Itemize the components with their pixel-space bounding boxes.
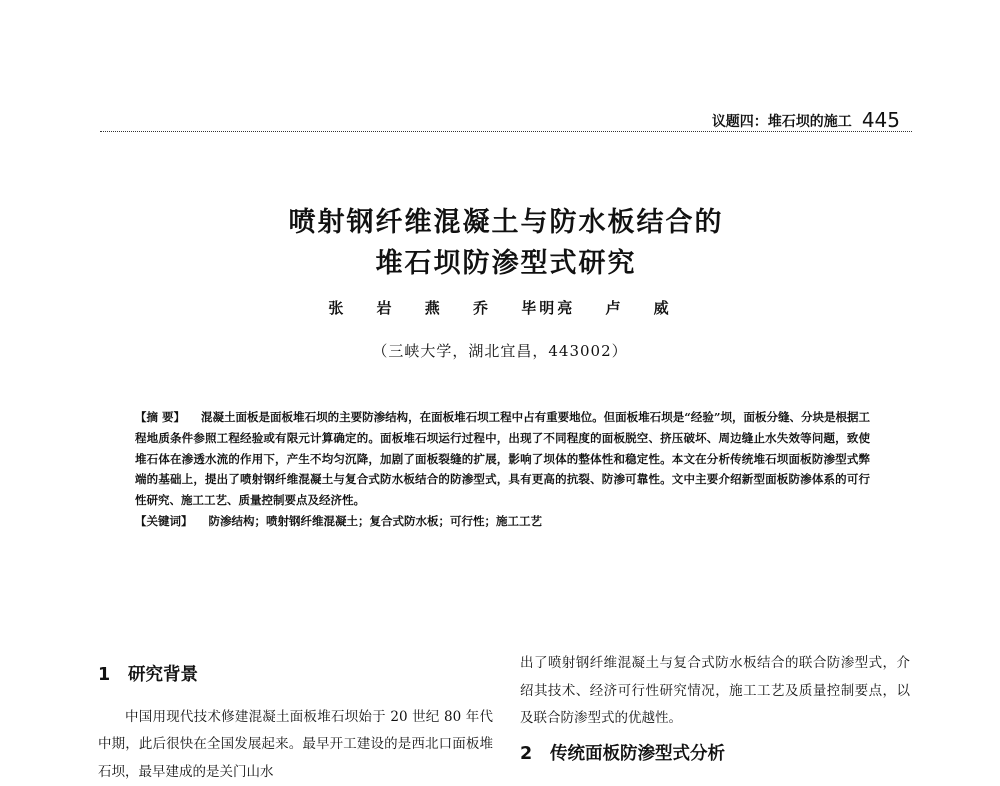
abstract-paragraph	[135, 407, 870, 511]
section-2-heading	[520, 741, 910, 769]
affiliation: （三峡大学，湖北宜昌，443002）	[0, 340, 1000, 361]
abstract-block	[135, 407, 870, 532]
running-head-label: 议题四：堆石坝的施工	[712, 114, 852, 130]
right-column	[520, 650, 910, 768]
keywords-text: 防渗结构；喷射钢纤维混凝土；复合式防水板；可行性；施工工艺	[209, 514, 543, 528]
paper-title-line-2: 堆石坝防渗型式研究	[6, 241, 1000, 280]
section-1-heading	[98, 662, 493, 690]
keywords-line	[135, 511, 870, 532]
page-number: 445	[862, 108, 900, 132]
right-column-paragraph: 出了喷射钢纤维混凝土与复合式防水板结合的联合防渗型式，介绍其技术、经济可行性研究情况，施工工艺及质量控制要点，以及联合防渗型式的优越性。	[520, 650, 910, 733]
left-column	[98, 662, 493, 786]
header-rule	[100, 131, 912, 132]
section-1-paragraph: 中国用现代技术修建混凝土面板堆石坝始于 20 世纪 80 年代中期，此后很快在全国发展起来。最早开工建设的是西北口面板堆石坝，最早建成的是关门山水	[98, 704, 493, 786]
section-1-number: 1	[98, 662, 128, 690]
paper-title-line-1: 喷射钢纤维混凝土与防水板结合的	[6, 200, 1000, 239]
abstract-label: 【摘 要】	[135, 410, 185, 424]
keywords-label: 【关键词】	[135, 514, 193, 528]
section-2-number: 2	[520, 741, 550, 769]
author-list: 张 岩 燕 乔 毕明亮 卢 威	[0, 297, 1000, 318]
running-head	[600, 108, 900, 132]
section-2-title: 传统面板防渗型式分析	[550, 744, 725, 764]
section-1-title: 研究背景	[128, 665, 198, 685]
abstract-text: 混凝土面板是面板堆石坝的主要防渗结构，在面板堆石坝工程中占有重要地位。但面板堆石坝是“经验”坝，面板分缝、分块是根据工程地质条件参照工程经验或有限元计算确定的。面板堆石坝运行过程中，出现了不同程度的面板脱空、挤压破坏、周边缝止水失效等问题，致使堆石体在渗透水流的作用下，产生不均匀沉降，加剧了面板裂缝的扩展，影响了坝体的整体性和稳定性。本文在分析传统堆石坝面板防渗型式弊端的基础上，提出了喷射钢纤维混凝土与复合式防水板结合的防渗型式，具有更高的抗裂、防渗可靠性。文中主要介绍新型面板防渗体系的可行性研究、施工工艺、质量控制要点及经济性。	[135, 410, 870, 507]
